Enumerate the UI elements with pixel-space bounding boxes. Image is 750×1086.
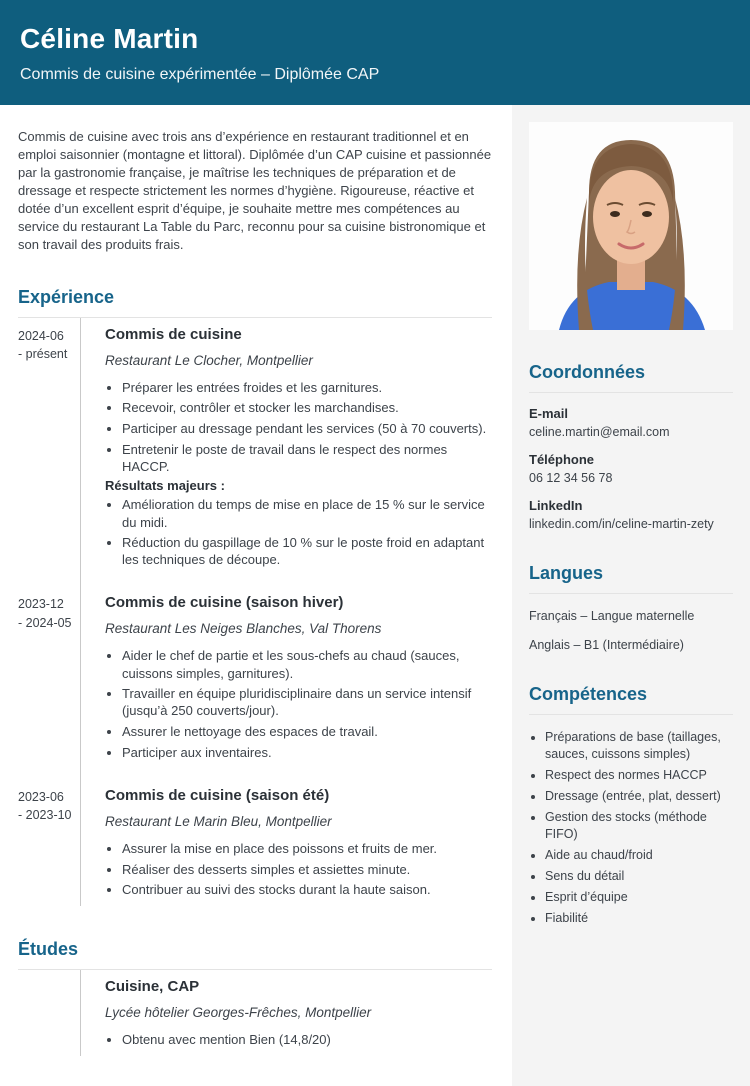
phone-label: Téléphone (529, 452, 595, 467)
date-start: 2023-06 (18, 789, 64, 804)
phone-value: 06 12 34 56 78 (529, 471, 613, 485)
degree-title: Cuisine, CAP (105, 977, 200, 995)
date-end: - 2023-10 (18, 808, 72, 823)
date-end: - présent (18, 346, 68, 361)
entry-dates (18, 595, 80, 631)
duty-item: • Participer au dressage pendant les services (50 à 70 couverts). (122, 420, 492, 437)
duty-item: • Réaliser des desserts simples et assiettes minute. (122, 861, 492, 878)
skill-item: • Gestion des stocks (méthode FIFO) (545, 809, 733, 843)
duty-item: • Préparer les entrées froides et les garnitures. (122, 379, 492, 396)
cv-header (0, 0, 750, 105)
duty-item: • Assurer la mise en place des poissons et fruits de mer. (122, 840, 492, 857)
email-value: celine.martin@email.com (529, 425, 670, 439)
education-details-list (105, 1031, 492, 1048)
experience-heading: Expérience (18, 287, 492, 318)
results-list (105, 496, 492, 568)
skill-item: • Respect des normes HACCP (545, 767, 733, 784)
contact-item-email (529, 406, 733, 439)
duty-item: • Recevoir, contrôler et stocker les marchandises. (122, 399, 492, 416)
results-label: Résultats majeurs : (105, 478, 225, 494)
skill-item: • Esprit d’équipe (545, 889, 733, 906)
duty-item: • Participer aux inventaires. (122, 744, 492, 761)
company-name: Restaurant Les Neiges Blanches, Val Thorens (105, 621, 382, 637)
duty-item: • Travailler en équipe pluridisciplinaire dans un service intensif (jusqu’à 250 couverts/jour). (122, 685, 492, 719)
linkedin-label: LinkedIn (529, 498, 583, 513)
duty-item: • Assurer le nettoyage des espaces de travail. (122, 723, 492, 740)
education-heading: Études (18, 939, 492, 970)
job-title: Commis de cuisine (105, 325, 242, 343)
content-columns (0, 105, 750, 1086)
skill-item: • Fiabilité (545, 910, 733, 927)
linkedin-value: linkedin.com/in/celine-martin-zety (529, 517, 714, 531)
email-label: E-mail (529, 406, 569, 421)
languages-section (529, 563, 733, 652)
skills-heading: Compétences (529, 684, 733, 715)
education-timeline (80, 970, 492, 1056)
candidate-subtitle: Commis de cuisine expérimentée – Diplômée CAP (20, 66, 380, 83)
portrait-photo-image (529, 122, 733, 330)
experience-entry (18, 325, 492, 569)
date-start: 2024-06 (18, 328, 64, 343)
education-entry (105, 978, 492, 1048)
candidate-name: Céline Martin (20, 23, 199, 54)
entry-dates (18, 788, 80, 824)
portrait-photo (529, 122, 733, 330)
job-duties-list (105, 840, 492, 898)
main-column (0, 105, 512, 1086)
result-item: • Amélioration du temps de mise en place de 15 % sur le service du midi. (122, 496, 492, 530)
duty-item: • Aider le chef de partie et les sous-chefs au chaud (sauces, cuissons simples, garnitures). (122, 647, 492, 681)
contact-section (529, 362, 733, 531)
duty-item: • Contribuer au suivi des stocks durant la haute saison. (122, 881, 492, 898)
job-duties-list (105, 379, 492, 475)
duty-item: • Entretenir le poste de travail dans le respect des normes HACCP. (122, 441, 492, 475)
experience-entry (18, 594, 492, 760)
sidebar (512, 105, 750, 1086)
skill-item: • Sens du détail (545, 868, 733, 885)
skills-section (529, 684, 733, 927)
job-title: Commis de cuisine (saison hiver) (105, 594, 344, 612)
languages-heading: Langues (529, 563, 733, 594)
skill-item: • Préparations de base (taillages, sauces, cuissons simples) (545, 729, 733, 763)
contact-item-phone (529, 452, 733, 485)
contact-item-linkedin (529, 498, 733, 531)
result-item: • Réduction du gaspillage de 10 % sur le poste froid en adaptant les techniques de découpe. (122, 534, 492, 568)
education-detail-item: • Obtenu avec mention Bien (14,8/20) (122, 1031, 492, 1048)
date-start: 2023-12 (18, 597, 64, 612)
skill-item: • Dressage (entrée, plat, dessert) (545, 788, 733, 805)
company-name: Restaurant Le Marin Bleu, Montpellier (105, 813, 332, 829)
skills-list (529, 729, 733, 927)
company-name: Restaurant Le Clocher, Montpellier (105, 352, 313, 368)
language-item: Français – Langue maternelle (529, 609, 695, 623)
entry-dates (18, 327, 80, 363)
job-title: Commis de cuisine (saison été) (105, 786, 330, 804)
skill-item: • Aide au chaud/froid (545, 847, 733, 864)
experience-section (18, 287, 492, 906)
education-section (18, 939, 492, 1056)
job-duties-list (105, 647, 492, 760)
language-item: Anglais – B1 (Intermédiaire) (529, 638, 684, 652)
experience-entry (18, 786, 492, 898)
contact-heading: Coordonnées (529, 362, 733, 393)
date-end: - 2024-05 (18, 615, 72, 630)
profile-summary: Commis de cuisine avec trois ans d’expérience en restaurant traditionnel et en emploi saisonnier (montagne et littoral). Diplômée d’un CAP cuisine et passionnée par la gastronomie française, je maîtrise les techniques de préparation et de dressage et respecte strictement les normes d’hygiène. Rigoureuse, réactive et dotée d’un excellent esprit d’équipe, je souhaite mettre mes compétences au service du restaurant La Table du Parc, reconnu pour sa cuisine bistronomique et son travail des produits frais. (18, 129, 492, 252)
school-name: Lycée hôtelier Georges-Frêches, Montpellier (105, 1004, 372, 1020)
experience-timeline (18, 318, 492, 906)
